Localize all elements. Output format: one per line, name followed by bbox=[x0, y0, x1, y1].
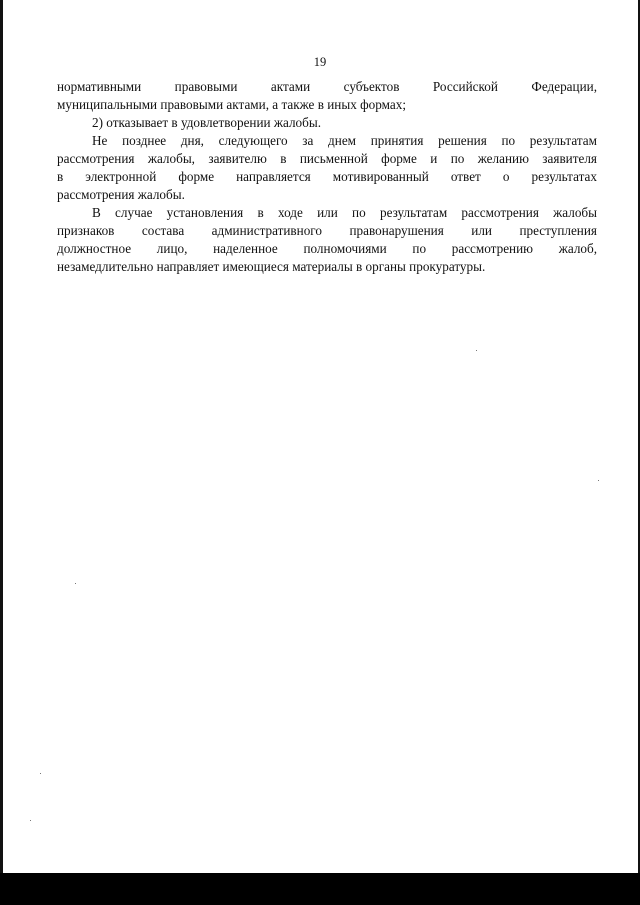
scan-speck bbox=[40, 773, 41, 774]
text-line: 2) отказывает в удовлетворении жалобы. bbox=[92, 115, 322, 130]
text-line: нормативными правовыми актами субъектов Российской Федерации, bbox=[57, 79, 597, 94]
page-number: 19 bbox=[313, 55, 327, 69]
scan-speck bbox=[598, 480, 599, 481]
paragraph-response bbox=[57, 132, 597, 204]
paragraph-prosecution bbox=[57, 204, 597, 276]
scan-border-bottom bbox=[0, 873, 640, 905]
scan-speck bbox=[30, 820, 31, 821]
text-line: рассмотрения жалобы. bbox=[57, 187, 185, 202]
scan-speck bbox=[476, 350, 477, 351]
text-line: в электронной форме направляется мотивированный ответ о результатах bbox=[57, 169, 597, 184]
text-line: рассмотрения жалобы, заявителю в письменной форме и по желанию заявителя bbox=[57, 151, 597, 166]
scan-speck bbox=[75, 583, 76, 584]
text-line: должностное лицо, наделенное полномочиями по рассмотрению жалоб, bbox=[57, 241, 597, 256]
text-line: незамедлительно направляет имеющиеся материалы в органы прокуратуры. bbox=[57, 259, 486, 274]
paragraph-refusal bbox=[57, 114, 597, 132]
scan-border-left bbox=[0, 0, 3, 905]
text-line: муниципальными правовыми актами, а также в иных формах; bbox=[57, 97, 406, 112]
paragraph-continuation bbox=[57, 78, 597, 114]
text-line: признаков состава административного правонарушения или преступления bbox=[57, 223, 597, 238]
document-body bbox=[57, 78, 597, 276]
text-line: В случае установления в ходе или по результатам рассмотрения жалобы bbox=[92, 205, 597, 220]
text-line: Не позднее дня, следующего за днем принятия решения по результатам bbox=[92, 133, 597, 148]
